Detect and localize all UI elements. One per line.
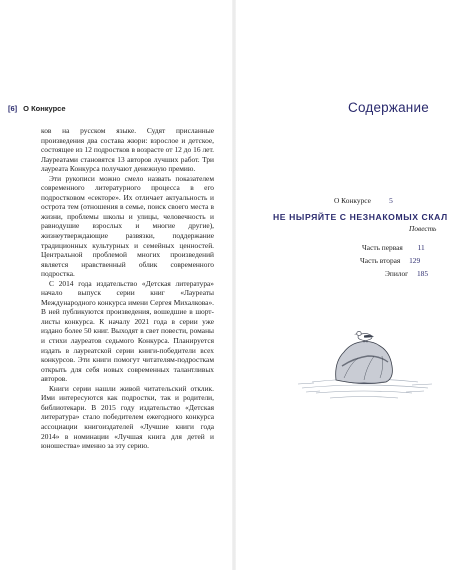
paragraph: Эти рукописи можно смело назвать показателем современного литературного процесса в его подростковом «секторе». Их отличает актуальность и острота тем (отношения в семье, поиск своего места в жизни, проблемы школы и улицы, человечность и равнодушие взрослых и многие другие), жизнеутверждающие развязки, поддержание традиционных культурных и семейных ценностей. Центральной проблемой многих произведений является нравственный облик современного подростка. — [41, 173, 214, 279]
toc-entry-part-one — [362, 243, 425, 252]
running-head — [8, 104, 66, 113]
paragraph: ков на русском языке. Судят присланные произведения два состава жюри: взрослое и детское, состоящее из 12 подростков в возрасте от 12 до 16 лет. Лауреатами становятся 13 авторов лучших работ. Три лауреата Конкурса получают денежную премию. — [41, 126, 214, 174]
seagull — [354, 331, 374, 342]
paragraph: С 2014 года издательство «Детская литература» начало выпуск серии книг «Лауреаты Международного конкурса имени Сергея Михалкова». В ней публикуются произведения, вошедшие в шорт-листы конкурса. К началу 2021 года в серии уже издано более 50 книг. Выходят в свет повести, романы и стихи лауреатов седьмого Конкурса. Планируется издать в лауреатской серии книги-победители всех конкурсов. Эти книги помогут читателям-подросткам открыть для себя новых современных талантливых авторов. — [41, 278, 214, 384]
toc-entry-page: 11 — [417, 243, 425, 252]
toc-entry-page: 185 — [416, 269, 429, 278]
story-title: НЕ НЫРЯЙТЕ С НЕЗНАКОМЫХ СКАЛ — [273, 212, 448, 222]
toc-entry-page: 5 — [389, 196, 393, 205]
toc-title: Содержание — [348, 100, 429, 115]
toc-entry-label: Эпилог — [385, 269, 409, 278]
left-page — [0, 0, 232, 570]
toc-entry-epilogue — [385, 269, 428, 278]
paragraph: Книги серии нашли живой читательский отклик. Ими интересуются как подростки, так и родители, библиотекари. В 2015 году издательство «Детская литература» стало победителем ежегодного конкурса ассоциации книгоиздателей «Лучшие книги года 2014» в номинации «Лучшая книга для детей и юношества» именно за эту серию. — [41, 383, 214, 451]
running-title: О Конкурсе — [23, 104, 66, 113]
toc-entry-label: Часть вторая — [360, 256, 401, 265]
right-page — [236, 0, 470, 570]
toc-entry-page: 129 — [409, 256, 421, 265]
toc-entry-label: Часть первая — [362, 243, 403, 252]
toc-entry-about — [334, 196, 393, 205]
story-subtitle: Повесть — [409, 224, 437, 233]
seagull-on-rock-illustration — [294, 322, 434, 404]
toc-entry-part-two — [360, 256, 420, 265]
page-number: [6] — [8, 104, 18, 113]
toc-entry-label: О Конкурсе — [334, 196, 371, 205]
body-text — [41, 126, 214, 451]
